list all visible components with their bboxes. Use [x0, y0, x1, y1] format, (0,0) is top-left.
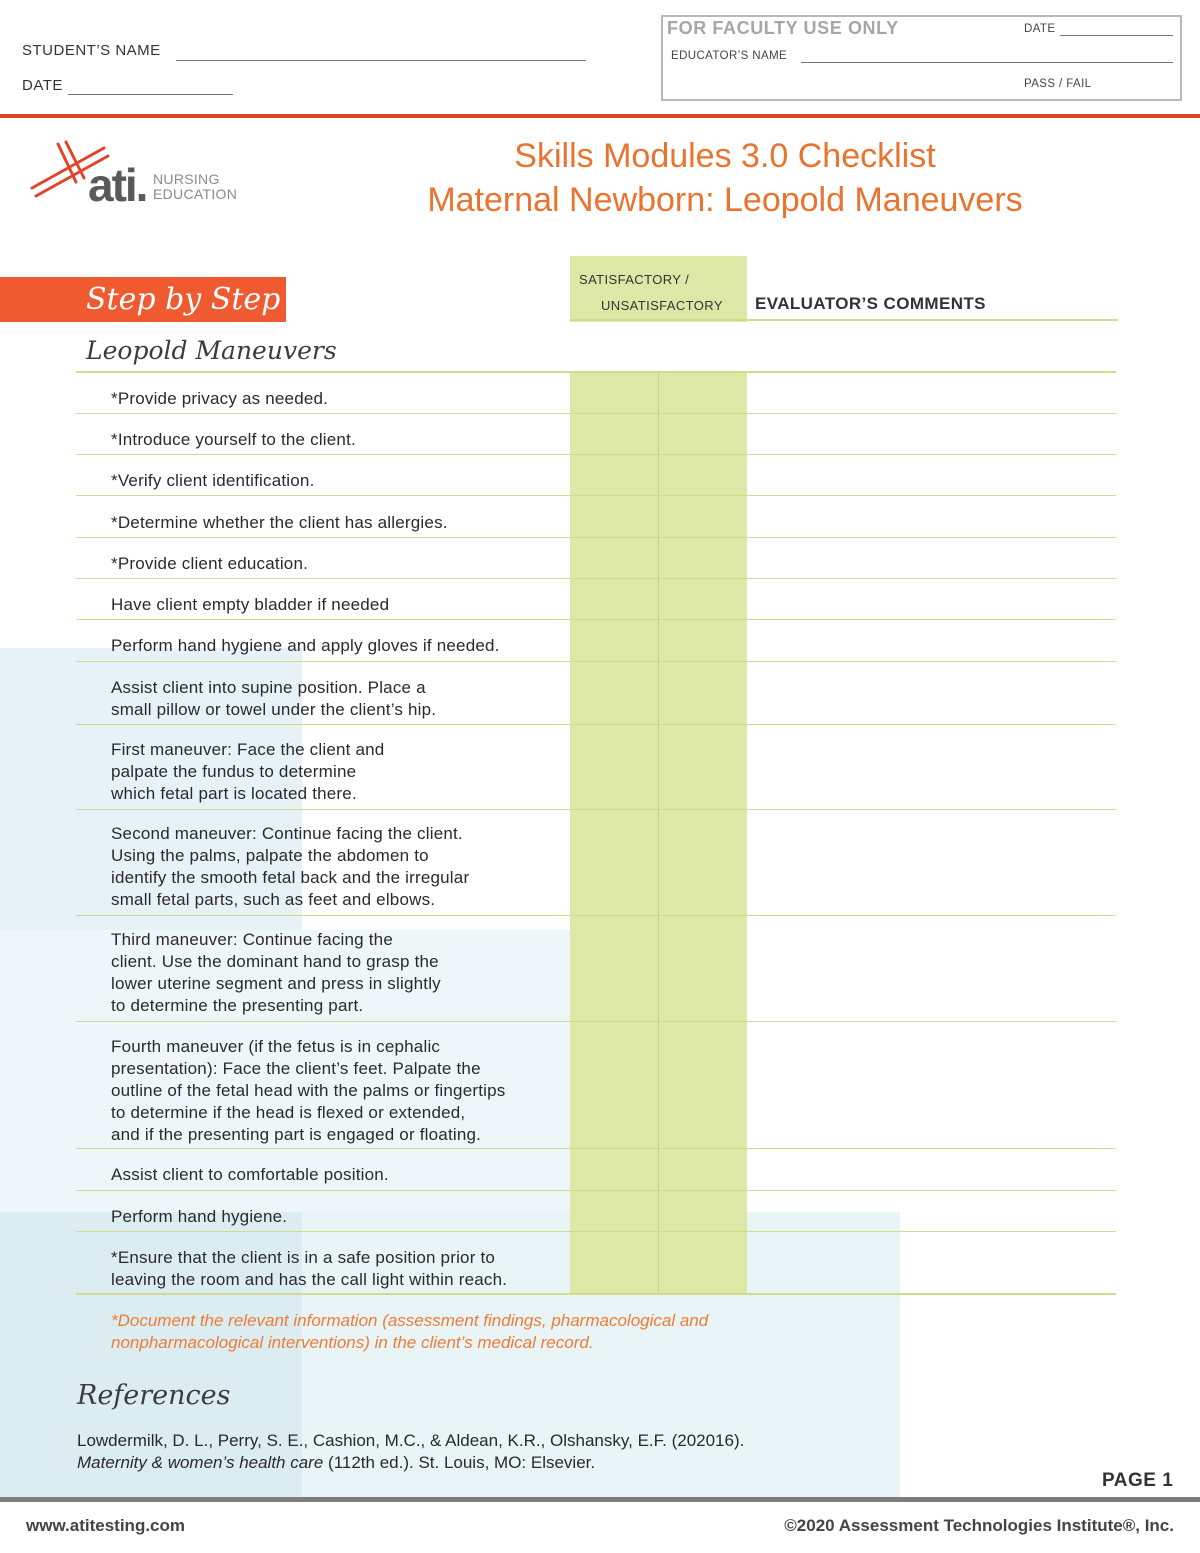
- checklist-row: [76, 538, 1116, 579]
- checklist-row: [76, 810, 1116, 916]
- educator-name-label: EDUCATOR’S NAME: [671, 50, 788, 62]
- logo-subtitle-line2: EDUCATION: [153, 186, 238, 202]
- checklist-row: [76, 373, 1116, 414]
- checklist-row: [76, 579, 1116, 620]
- header-rule: [570, 319, 1118, 321]
- section-title: Leopold Maneuvers: [86, 336, 337, 365]
- step-by-step-label: Step by Step: [86, 282, 281, 317]
- reference-entry: [77, 1430, 897, 1474]
- student-date-field[interactable]: [68, 94, 233, 95]
- page-title: Skills Modules 3.0 Checklist: [514, 137, 936, 175]
- faculty-date-label: DATE: [1024, 23, 1056, 35]
- step-text: Assist client to comfortable position.: [111, 1165, 389, 1184]
- footer-divider: [0, 1497, 1200, 1502]
- pass-fail-label: PASS / FAIL: [1024, 78, 1092, 90]
- step-text: Perform hand hygiene and apply gloves if needed.: [111, 636, 500, 655]
- table-bottom-rule: [76, 1293, 1116, 1295]
- checklist-row: [76, 496, 1116, 538]
- step-text: Fourth maneuver (if the fetus is in cephalic presentation): Face the client’s feet. Palpate the outline of the fetal head with the palms or fingertips to determine if the head is flexed or extended, and if the presenting part is engaged or floating.: [111, 1037, 506, 1144]
- footer-url[interactable]: www.atitesting.com: [26, 1516, 186, 1535]
- checklist-row: [76, 1022, 1116, 1149]
- logo-subtitle-line1: NURSING: [153, 171, 220, 187]
- references-title: References: [77, 1380, 231, 1411]
- logo-subtitle: [153, 172, 237, 202]
- faculty-title: FOR FACULTY USE ONLY: [667, 18, 899, 38]
- checklist-row: [76, 662, 1116, 725]
- evaluator-comments-header: EVALUATOR’S COMMENTS: [755, 294, 986, 313]
- step-text: *Provide privacy as needed.: [111, 389, 329, 408]
- step-text: *Provide client education.: [111, 554, 309, 573]
- checklist-row: [76, 1232, 1116, 1293]
- student-date-label: DATE: [22, 77, 63, 94]
- reference-details: (112th ed.). St. Louis, MO: Elsevier.: [323, 1453, 596, 1472]
- checklist-row: [76, 916, 1116, 1022]
- checklist-row: [76, 620, 1116, 662]
- student-name-field[interactable]: [176, 60, 586, 61]
- checklist-row: [76, 455, 1116, 496]
- step-text: Perform hand hygiene.: [111, 1207, 288, 1226]
- step-text: *Ensure that the client is in a safe position prior to leaving the room and has the call light within reach.: [111, 1248, 508, 1289]
- satisfactory-header-line2: UNSATISFACTORY: [601, 298, 723, 313]
- step-text: Third maneuver: Continue facing the client. Use the dominant hand to grasp the lower uterine segment and press in slightly to determine the presenting part.: [111, 930, 441, 1015]
- step-text: Second maneuver: Continue facing the client. Using the palms, palpate the abdomen to identify the smooth fetal back and the irregular small fetal parts, such as feet and elbows.: [111, 824, 470, 909]
- footer-copyright: ©2020 Assessment Technologies Institute®, Inc.: [784, 1516, 1174, 1535]
- step-text: Assist client into supine position. Place a small pillow or towel under the client’s hip.: [111, 678, 437, 719]
- faculty-date-field[interactable]: [1060, 35, 1173, 36]
- step-text: First maneuver: Face the client and palpate the fundus to determine which fetal part is located there.: [111, 740, 385, 803]
- reference-line1: Lowdermilk, D. L., Perry, S. E., Cashion, M.C., & Aldean, K.R., Olshansky, E.F. (202016).: [77, 1431, 745, 1450]
- checklist-row: [76, 1149, 1116, 1191]
- reference-line2: [77, 1452, 897, 1474]
- checklist-row: [76, 1191, 1116, 1232]
- page-number: PAGE 1: [1102, 1470, 1174, 1491]
- step-text: *Introduce yourself to the client.: [111, 430, 356, 449]
- satisfactory-header-line1: SATISFACTORY /: [579, 272, 690, 287]
- documentation-note: *Document the relevant information (assessment findings, pharmacological and nonpharmacological interventions) in the client’s medical record.: [111, 1311, 709, 1352]
- step-text: Have client empty bladder if needed: [111, 595, 390, 614]
- header-divider: [0, 114, 1200, 118]
- checklist-row: [76, 414, 1116, 455]
- logo-wordmark: ati.: [88, 159, 147, 211]
- step-text: *Determine whether the client has allergies.: [111, 513, 448, 532]
- student-name-label: STUDENT’S NAME: [22, 42, 161, 59]
- page-subtitle: Maternal Newborn: Leopold Maneuvers: [427, 181, 1023, 219]
- checklist-row: [76, 725, 1116, 810]
- educator-name-field[interactable]: [801, 62, 1173, 63]
- reference-book-title: Maternity & women’s health care: [77, 1453, 324, 1472]
- step-text: *Verify client identification.: [111, 471, 315, 490]
